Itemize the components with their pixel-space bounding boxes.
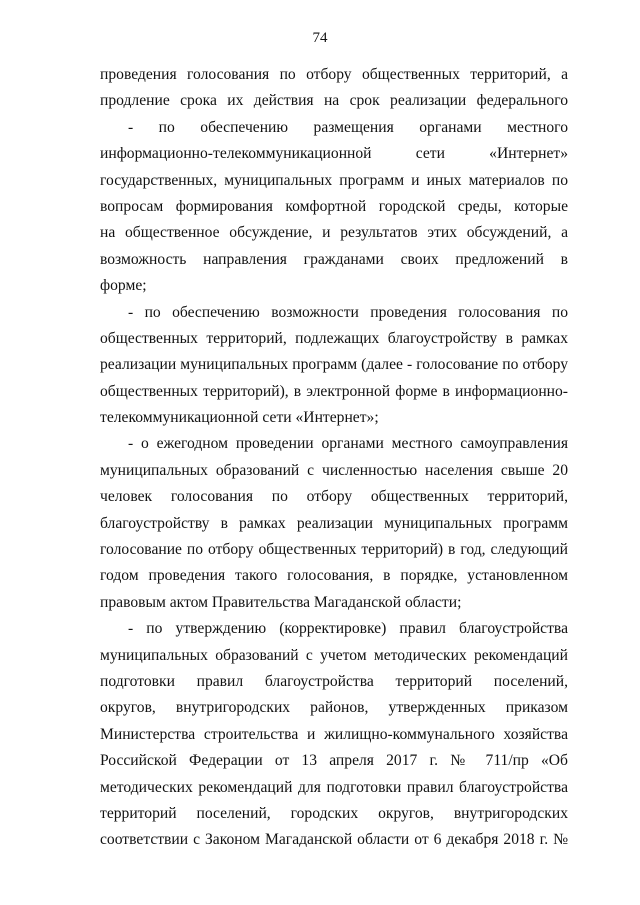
text-line: телекоммуникационной сети «Интернет»; [100, 409, 379, 427]
text-line: методических рекомендаций для подготовки правил благоустройства [100, 778, 568, 796]
paragraph [100, 616, 568, 854]
text-line: - по обеспечению размещения органами местного [128, 118, 568, 136]
paragraph [100, 115, 568, 300]
text-line: подготовки правил благоустройства территорий поселений, [100, 672, 568, 690]
text-line: - о ежегодном проведении органами местного самоуправления [128, 435, 568, 453]
page-number: 74 [312, 30, 328, 46]
text-line: благоустройству в рамках реализации муниципальных программ [100, 514, 568, 532]
text-line: проведения голосования по отбору общественных территорий, а [100, 66, 568, 83]
text-line: продление срока их действия на срок реализации федерального [100, 92, 568, 110]
text-line: возможность направления гражданами своих предложений в [100, 250, 568, 268]
text-line: - по обеспечению возможности проведения голосования по [128, 303, 568, 321]
paragraph [100, 300, 568, 432]
text-line: муниципальных образований с численностью населения свыше 20 [100, 461, 568, 479]
text-line: муниципальных образований с учетом методических рекомендаций [100, 646, 568, 664]
text-line: правовым актом Правительства Магаданской области; [100, 593, 462, 611]
paragraph [100, 62, 568, 115]
text-line: общественных территорий), в электронной форме в информационно- [100, 382, 568, 400]
text-line: голосование по отбору общественных территорий) в год, следующий [100, 541, 568, 559]
text-line: округов, внутригородских районов, утвержденных приказом [100, 699, 568, 717]
text-line: информационно-телекоммуникационной сети «Интернет» [100, 145, 568, 163]
text-line: на общественное обсуждение, и результатов этих обсуждений, а [100, 224, 568, 242]
text-line: государственных, муниципальных программ и иных материалов по [100, 171, 568, 189]
text-line: - по утверждению (корректировке) правил благоустройства [128, 620, 568, 638]
paragraph [100, 431, 568, 616]
text-line: годом проведения такого голосования, в порядке, установленном [100, 567, 568, 585]
text-line: территорий поселений, городских округов, внутригородских [100, 804, 568, 822]
document-body [100, 62, 568, 854]
text-line: человек голосования по отбору общественных территорий, [100, 488, 568, 506]
text-line: форме; [100, 277, 147, 295]
text-line: общественных территорий, подлежащих благоустройству в рамках [100, 329, 568, 347]
text-line: Российской Федерации от 13 апреля 2017 г. № 711/пр «Об [100, 752, 568, 770]
text-line: соответствии с Законом Магаданской области от 6 декабря 2018 г. № [100, 831, 568, 849]
text-line: реализации муниципальных программ (далее - голосование по отбору [100, 356, 568, 374]
text-line: вопросам формирования комфортной городской среды, которые [100, 197, 568, 215]
text-line: Министерства строительства и жилищно-коммунального хозяйства [100, 725, 568, 743]
